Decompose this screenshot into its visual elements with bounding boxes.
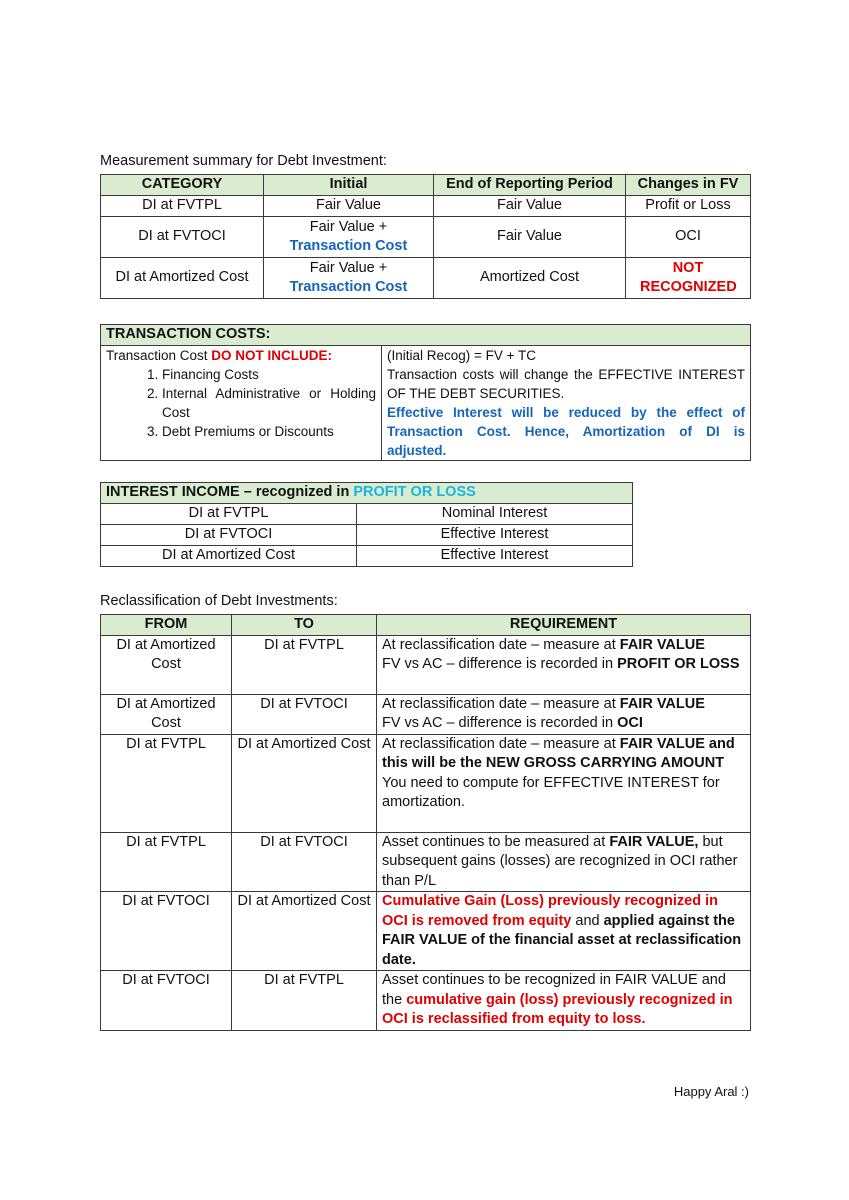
req-text: You need to compute for EFFECTIVE INTEREST for amortization. xyxy=(382,774,720,810)
transaction-cost-text: Transaction Cost xyxy=(289,279,408,295)
interest-category: DI at FVTPL xyxy=(101,503,357,524)
reclass-requirement xyxy=(377,694,751,734)
transaction-table xyxy=(100,324,751,461)
row-changes: OCI xyxy=(626,217,751,258)
table-row xyxy=(101,971,751,1031)
row-end: Amortized Cost xyxy=(434,258,626,299)
reclass-table xyxy=(100,614,751,1031)
initial-recog-text: (Initial Recog) = FV + TC xyxy=(387,348,537,363)
reclass-to: DI at Amortized Cost xyxy=(232,734,377,832)
row-changes: Profit or Loss xyxy=(626,196,751,217)
header-changes-fv: Changes in FV xyxy=(626,175,751,196)
reclass-requirement xyxy=(377,832,751,892)
row-category: DI at FVTPL xyxy=(101,196,264,217)
table-row xyxy=(101,196,751,217)
req-bold: FAIR VALUE, xyxy=(609,833,699,850)
measurement-caption: Measurement summary for Debt Investment: xyxy=(100,153,387,169)
list-item: 2. Internal Administrative or Holding Cost xyxy=(162,384,376,422)
req-red: Cumulative Gain (Loss) previously recognized in OCI is removed from equity xyxy=(382,893,718,929)
header-category: CATEGORY xyxy=(101,175,264,196)
effective-interest-note: Effective Interest will be reduced by the effect of Transaction Cost. Hence, Amortization of DI is adjusted. xyxy=(387,405,745,458)
table-row xyxy=(101,892,751,971)
header-from: FROM xyxy=(101,615,232,636)
row-initial xyxy=(264,217,434,258)
measurement-table xyxy=(100,174,751,299)
initial-text: Fair Value + xyxy=(309,218,388,235)
row-category: DI at Amortized Cost xyxy=(101,258,264,299)
reclass-from: DI at FVTOCI xyxy=(101,971,232,1031)
req-bold: applied against the FAIR VALUE of the financial asset at reclassification date. xyxy=(382,912,742,968)
req-bold: FAIR VALUE xyxy=(619,695,705,712)
req-text: Asset continues to be recognized in FAIR VALUE and the xyxy=(382,972,726,1008)
transaction-left-cell xyxy=(101,346,382,461)
list-item: 1. Financing Costs xyxy=(162,365,376,384)
req-bold: PROFIT OR LOSS xyxy=(617,656,740,672)
reclass-requirement xyxy=(377,892,751,971)
table-row xyxy=(101,694,751,734)
reclass-to: DI at FVTOCI xyxy=(232,694,377,734)
reclass-from: DI at FVTOCI xyxy=(101,892,232,971)
req-text: At reclassification date – measure at xyxy=(382,636,620,653)
req-text: At reclassification date – measure at xyxy=(382,695,620,712)
interest-header-text: INTEREST INCOME – recognized in xyxy=(106,484,354,500)
measurement-table-wrap xyxy=(100,174,751,299)
table-row xyxy=(101,635,751,694)
initial-text: Fair Value + xyxy=(309,259,388,276)
transaction-right-cell xyxy=(382,346,751,461)
header-initial: Initial xyxy=(264,175,434,196)
table-row xyxy=(101,258,751,299)
table-row xyxy=(101,545,633,566)
row-end: Fair Value xyxy=(434,196,626,217)
table-row xyxy=(101,524,633,545)
interest-category: DI at FVTOCI xyxy=(101,524,357,545)
req-text: Asset continues to be measured at xyxy=(382,833,610,850)
header-end-period: End of Reporting Period xyxy=(434,175,626,196)
do-not-include-text: DO NOT INCLUDE: xyxy=(211,348,333,363)
reclass-from: DI at Amortized Cost xyxy=(101,694,232,734)
req-red: cumulative gain (loss) previously recognized in OCI is reclassified from equity to loss. xyxy=(382,991,733,1027)
interest-value: Effective Interest xyxy=(357,545,633,566)
reclass-to: DI at FVTPL xyxy=(232,971,377,1031)
req-bold: OCI xyxy=(617,715,643,731)
reclass-section xyxy=(100,592,338,610)
row-end: Fair Value xyxy=(434,217,626,258)
table-row xyxy=(101,503,633,524)
not-recognized-text: NOT RECOGNIZED xyxy=(626,258,751,299)
req-text: and xyxy=(571,912,604,929)
profit-or-loss-text: PROFIT OR LOSS xyxy=(353,484,476,500)
reclass-table-wrap xyxy=(100,614,751,1031)
reclass-from: DI at FVTPL xyxy=(101,734,232,832)
interest-value: Nominal Interest xyxy=(357,503,633,524)
interest-table xyxy=(100,482,633,567)
transaction-header: TRANSACTION COSTS: xyxy=(101,325,751,346)
header-to: TO xyxy=(232,615,377,636)
header-requirement: REQUIREMENT xyxy=(377,615,751,636)
req-text: but subsequent gains (losses) are recognized in OCI rather than P/L xyxy=(382,833,738,889)
transaction-intro: Transaction Cost xyxy=(106,348,212,363)
interest-category: DI at Amortized Cost xyxy=(101,545,357,566)
reclass-from: DI at Amortized Cost xyxy=(101,635,232,694)
reclass-to: DI at FVTPL xyxy=(232,635,377,694)
reclass-to: DI at Amortized Cost xyxy=(232,892,377,971)
req-text: FV vs AC – difference is recorded in xyxy=(382,656,618,672)
measurement-section xyxy=(100,152,387,170)
reclass-caption: Reclassification of Debt Investments: xyxy=(100,593,338,609)
interest-section xyxy=(100,482,633,567)
table-row xyxy=(101,217,751,258)
row-initial: Fair Value xyxy=(264,196,434,217)
interest-header xyxy=(101,483,633,504)
req-text: FV vs AC – difference is recorded in xyxy=(382,715,618,731)
reclass-from: DI at FVTPL xyxy=(101,832,232,892)
req-text: At reclassification date – measure at xyxy=(382,735,620,752)
row-initial xyxy=(264,258,434,299)
transaction-cost-text: Transaction Cost xyxy=(289,238,408,254)
effective-interest-text: Transaction costs will change the EFFECTIVE INTEREST OF THE DEBT SECURITIES. xyxy=(387,367,745,401)
transaction-section xyxy=(100,324,751,461)
reclass-requirement xyxy=(377,635,751,694)
footer-signature: Happy Aral :) xyxy=(673,1084,749,1099)
list-item: 3. Debt Premiums or Discounts xyxy=(162,422,376,441)
reclass-requirement xyxy=(377,734,751,832)
exclusion-list xyxy=(106,365,376,441)
req-bold: FAIR VALUE xyxy=(619,636,705,653)
reclass-requirement xyxy=(377,971,751,1031)
interest-value: Effective Interest xyxy=(357,524,633,545)
table-row xyxy=(101,832,751,892)
table-row xyxy=(101,734,751,832)
row-category: DI at FVTOCI xyxy=(101,217,264,258)
req-bold: FAIR VALUE and this will be the NEW GROSS CARRYING AMOUNT xyxy=(382,735,735,771)
reclass-to: DI at FVTOCI xyxy=(232,832,377,892)
